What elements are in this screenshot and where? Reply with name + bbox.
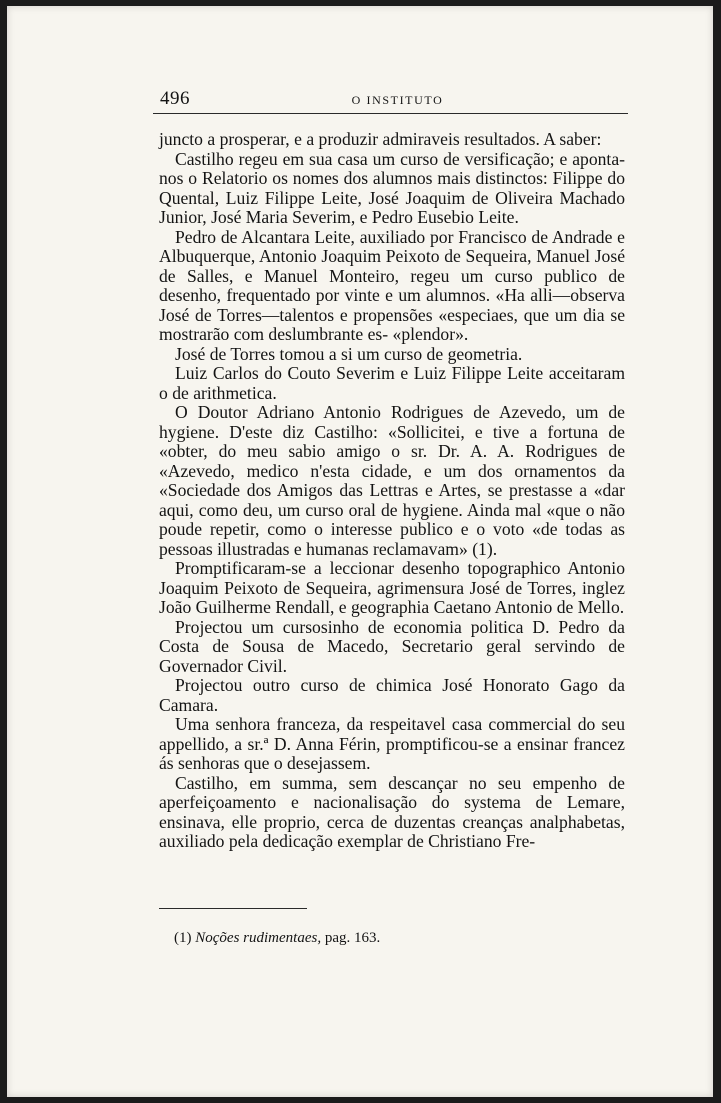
paragraph: Projectou um cursosinho de economia politica D. Pedro da Costa de Sousa de Macedo, Secretario geral servindo de Governador Civil.	[159, 616, 625, 676]
paragraph: Uma senhora franceza, da respeitavel casa commercial do seu appellido, a sr.ª D. Anna Férin, promptificou-se a ensinar francez ás senhoras que o desejassem.	[159, 714, 625, 773]
paragraph: Castilho, em summa, sem descançar no seu empenho de aperfeiçoamento e nacionalisação do systema de Lemare, ensinava, elle proprio, cerca de duzentas creanças analphabetas, auxiliado pela dedicação exemplar de Christiano Fre-	[159, 772, 625, 851]
paragraph: José de Torres tomou a si um curso de geometria.	[175, 343, 523, 364]
paragraph-text: O Doutor Adriano Antonio Rodrigues de Azevedo, um de hygiene. D'este diz Castilho: «Sollicitei, e tive a fortuna de «obter, do meu sabio amigo o sr. Dr. A. A. Rodrigues de «Azevedo, medico n'esta cidade, e um dos ornamentos da «Sociedade dos Amigos das Lettras e Artes, se prestasse a «dar aqui, como deu, um curso oral de hygiene. Ainda mal «que o não poude repetir, como o interesse publico e o voto «de todas as pessoas illustradas e humanas reclamavam»	[159, 402, 625, 559]
paragraph-end: .	[492, 538, 498, 559]
footnote-rule	[159, 908, 307, 909]
body-text	[159, 130, 625, 852]
paragraph: Pedro de Alcantara Leite, auxiliado por Francisco de Andrade e Albuquerque, Antonio Joaquim Peixoto de Sequeira, Manuel José de Salles, e Manuel Monteiro, regeu um curso publico de desenho, frequentado por vinte e um alumnos. «Ha alli—observa José de Torres—talentos e propensões «especiaes, que um dia se mostrarão com deslumbrante es- «plendor».	[159, 226, 625, 344]
paragraph: Projectou outro curso de chimica José Honorato Gago da Camara.	[159, 675, 625, 715]
paragraph: Luiz Carlos do Couto Severim e Luiz Filippe Leite acceitaram o de arithmetica.	[159, 363, 625, 403]
footnote-marker: (1)	[174, 930, 192, 946]
paragraph-with-footnote	[159, 403, 625, 559]
paragraph: juncto a prosperar, e a produzir admiraveis resultados. A saber:	[159, 129, 602, 149]
page-number: 496	[160, 88, 190, 109]
footnote-page-ref: pag. 163.	[324, 930, 381, 946]
footnote	[174, 929, 614, 947]
footnote-work-title: Noções rudimentaes,	[195, 930, 322, 946]
running-head	[160, 88, 635, 112]
footnote-reference[interactable]: (1)	[472, 538, 493, 559]
journal-title: O INSTITUTO	[351, 93, 444, 107]
paragraph: Promptificaram-se a leccionar desenho topographico Antonio Joaquim Peixoto de Sequeira, agrimensura José de Torres, inglez João Guilherme Rendall, e geographia Caetano Antonio de Mello.	[159, 558, 625, 617]
paragraph: Castilho regeu em sua casa um curso de versificação; e aponta-nos o Relatorio os nomes dos alumnos mais distinctos: Filippe do Quental, Luiz Filippe Leite, José Joaquim de Oliveira Machado Junior, José Maria Severim, e Pedro Eusebio Leite.	[159, 148, 625, 227]
header-rule	[153, 113, 628, 114]
